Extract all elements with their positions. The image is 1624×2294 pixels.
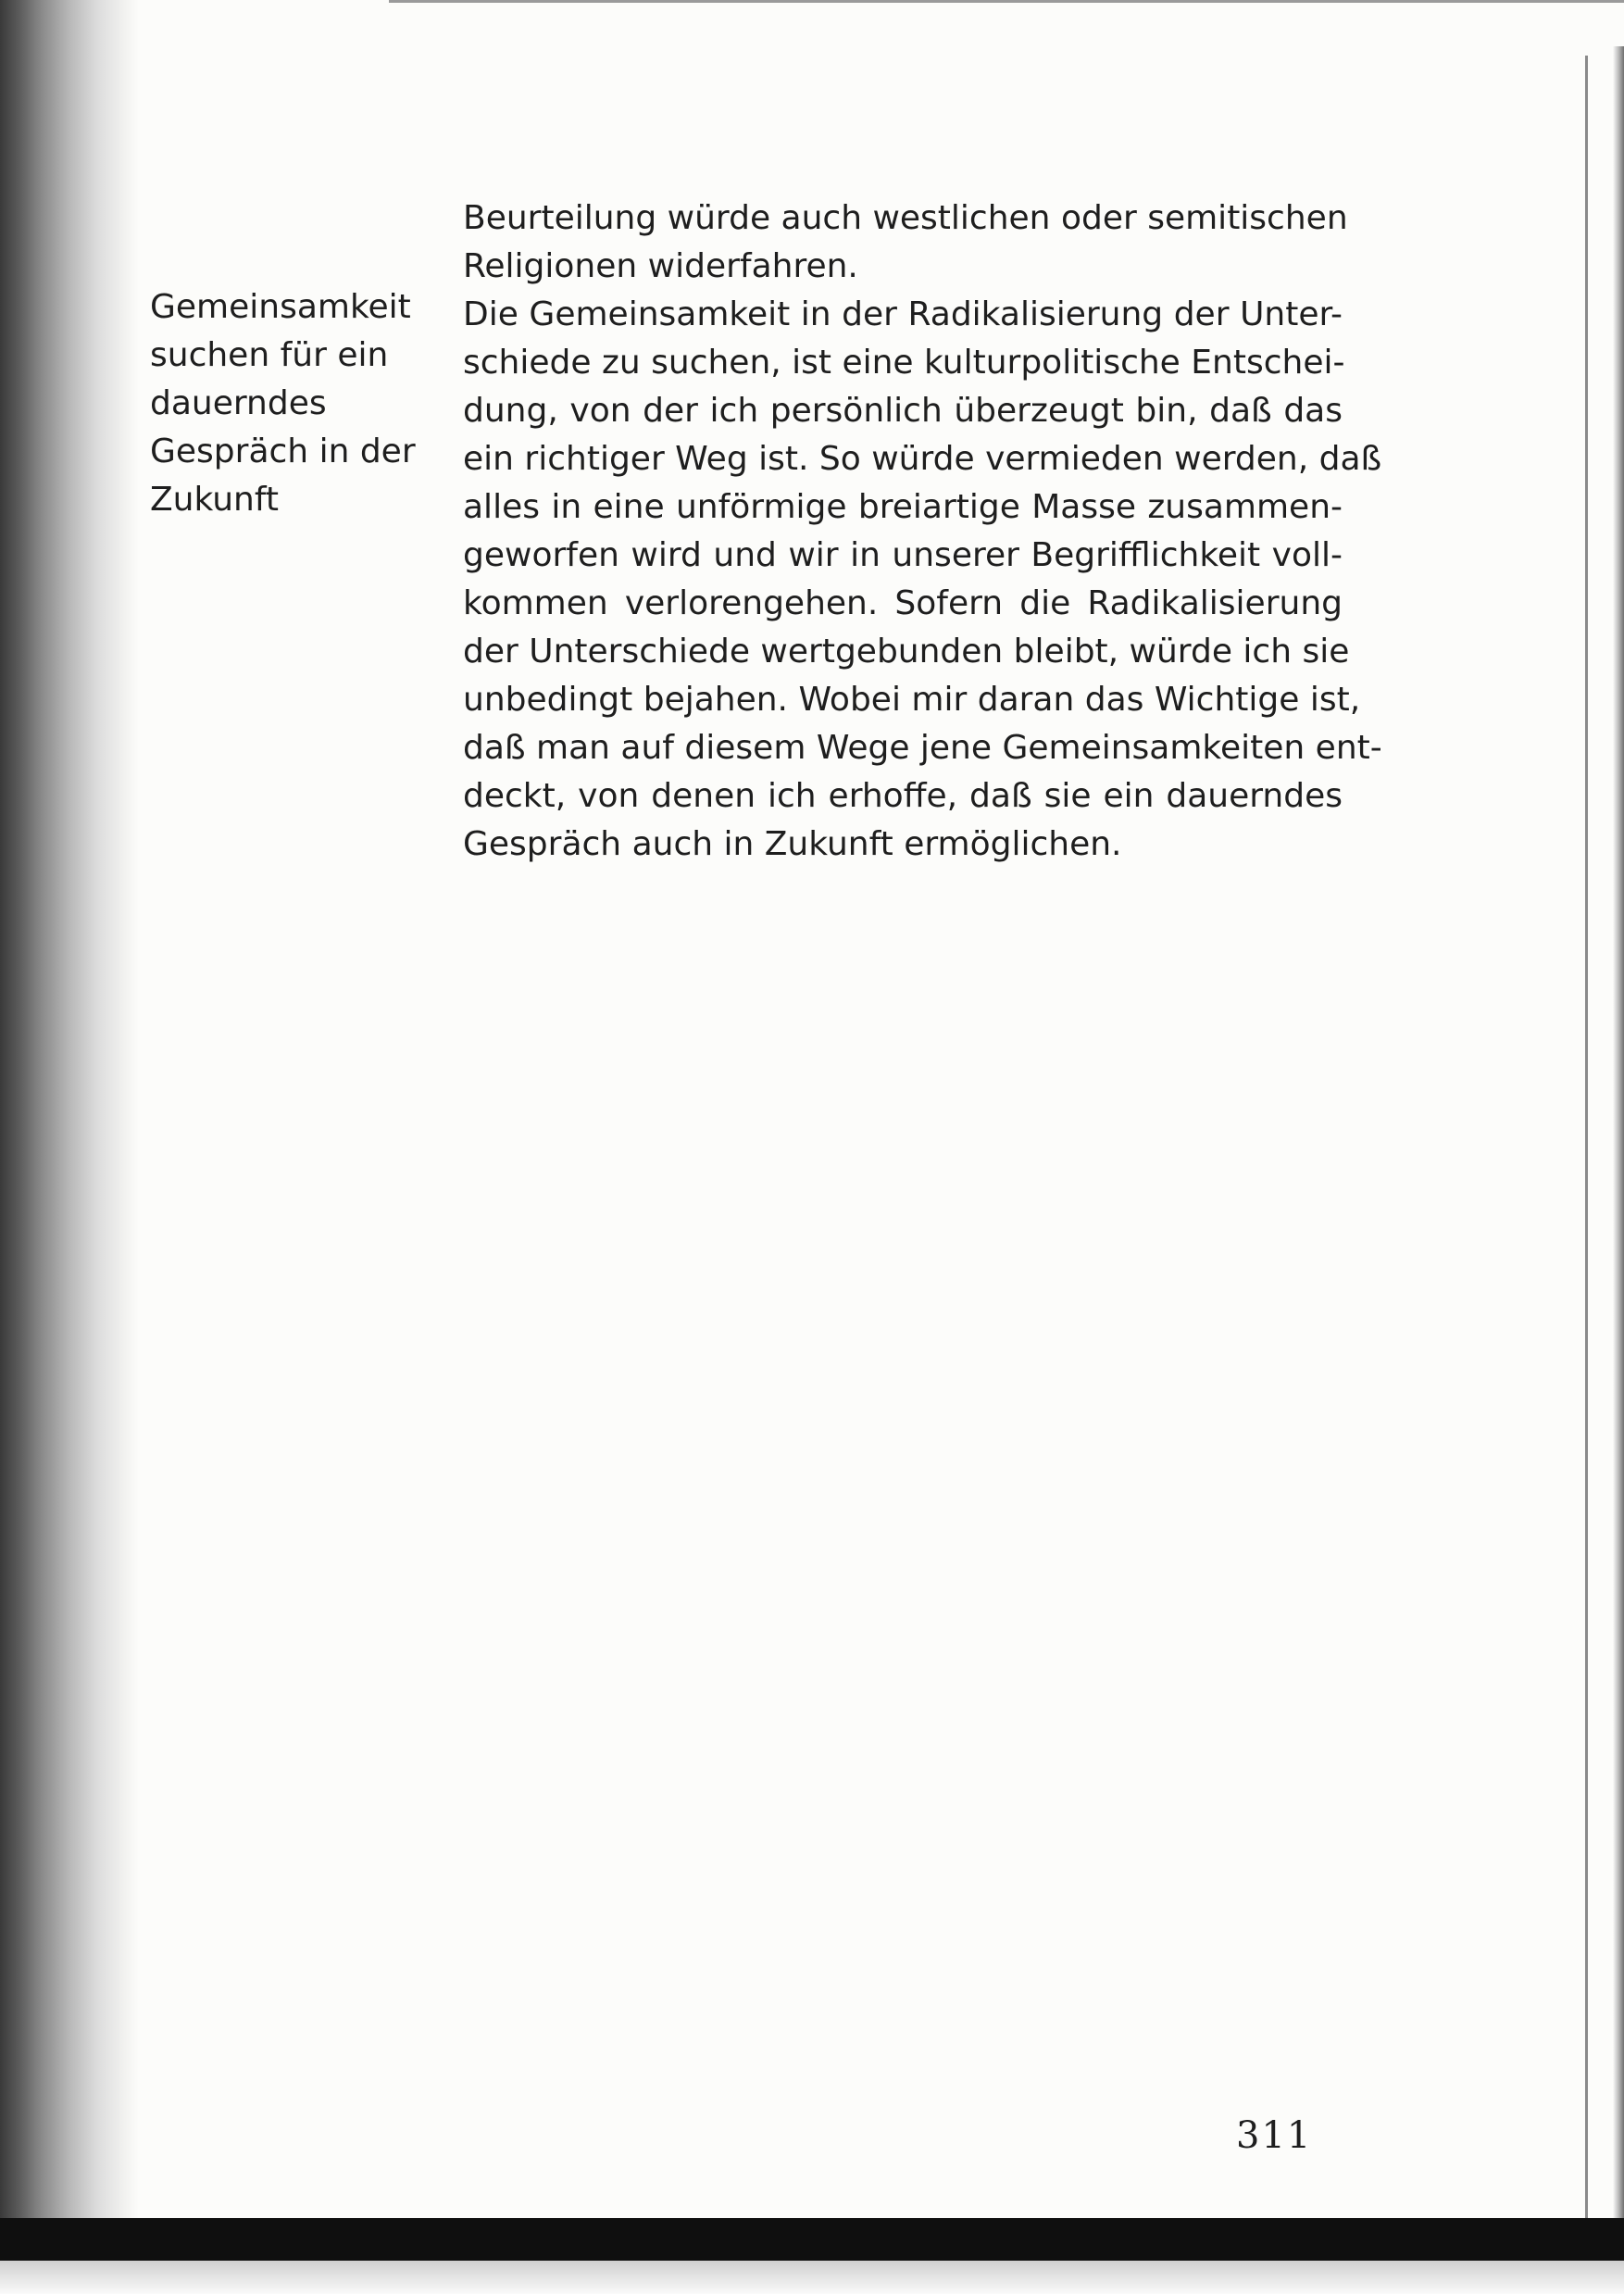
margin-note	[150, 283, 428, 524]
body-text	[463, 194, 1382, 869]
margin-note-line: Zukunft	[150, 481, 280, 519]
margin-note-line: suchen für ein	[150, 336, 389, 374]
page-bottom-shadow	[0, 2218, 1624, 2261]
body-line: Gespräch auch in Zukunft ermöglichen.	[463, 825, 1122, 863]
body-line: geworfen wird und wir in unserer Begrifflichkeit voll-	[463, 536, 1343, 574]
page-bottom-fade	[0, 2261, 1624, 2294]
body-line: unbedingt bejahen. Wobei mir daran das Wichtige ist,	[463, 681, 1361, 719]
margin-note-line: Gemeinsamkeit	[150, 288, 411, 326]
body-line: schiede zu suchen, ist eine kulturpolitische Entschei-	[463, 344, 1345, 382]
margin-note-line: Gespräch in der	[150, 432, 416, 470]
page-right-edge	[1613, 46, 1624, 2250]
margin-note-line: dauerndes	[150, 384, 327, 422]
binding-gutter-shadow	[0, 0, 139, 2294]
body-line: Religionen widerfahren.	[463, 247, 858, 285]
body-line: alles in eine unförmige breiartige Masse zusammen-	[463, 488, 1343, 526]
body-line: kommen verlorengehen. Sofern die Radikalisierung	[463, 584, 1343, 622]
body-line: daß man auf diesem Wege jene Gemeinsamkeiten ent-	[463, 729, 1382, 767]
body-line: dung, von der ich persönlich überzeugt bin, daß das	[463, 392, 1343, 430]
page-right-edge-line	[1585, 56, 1588, 2232]
body-line: der Unterschiede wertgebunden bleibt, würde ich sie	[463, 633, 1350, 671]
body-line: Die Gemeinsamkeit in der Radikalisierung der Unter-	[463, 295, 1343, 333]
page-top-edge	[389, 0, 1624, 3]
body-line: Beurteilung würde auch westlichen oder semitischen	[463, 199, 1348, 237]
page-number: 311	[1236, 2114, 1313, 2157]
body-line: deckt, von denen ich erhoffe, daß sie ein dauerndes	[463, 777, 1343, 815]
body-line: ein richtiger Weg ist. So würde vermieden werden, daß	[463, 440, 1382, 478]
